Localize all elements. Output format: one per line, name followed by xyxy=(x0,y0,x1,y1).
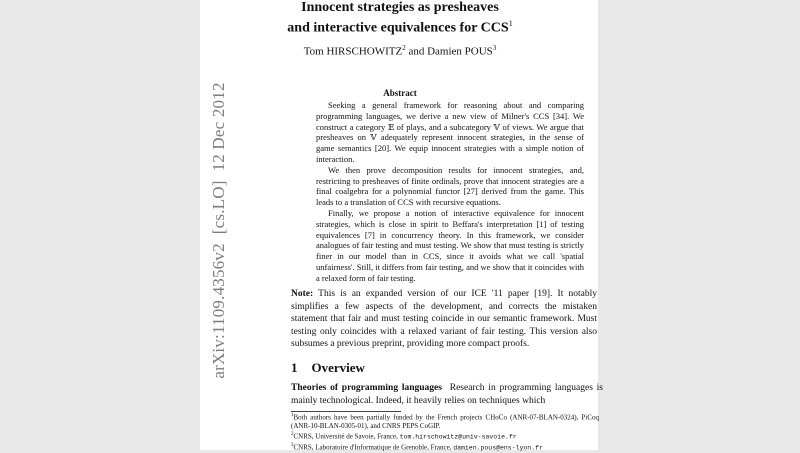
section-title: Overview xyxy=(311,360,365,375)
abstract-paragraph: Finally, we propose a notion of interactive equivalence for innocent strategies, which is close in spirit to Beffara's interpretation [1] of testing equivalences [7] in concurrency theory. In this framework, we consider analogues of fair testing and must testing. We show that must testing is strictly finer in our model than in CCS, since it avoids what we call 'spatial unfairness'. Still, it differs from fair testing, and we show that it coincides with a relaxed form of fair testing. xyxy=(316,207,584,283)
title-footnote-mark: 1 xyxy=(508,19,513,28)
abstract-body xyxy=(316,100,584,284)
footnote-3-email[interactable]: damien.pous@ens-lyon.fr xyxy=(453,444,543,452)
arxiv-sidebar-identifier xyxy=(209,73,229,378)
section-heading xyxy=(291,360,365,376)
arxiv-category: [cs.LO] xyxy=(209,180,228,235)
footnotes xyxy=(291,412,599,453)
footnote-1 xyxy=(291,412,599,431)
footnote-1-mark: 1 xyxy=(291,413,294,418)
author-1-mark: 2 xyxy=(402,44,406,52)
note-label: Note: xyxy=(291,289,314,299)
title-line-1: Innocent strategies as presheaves xyxy=(301,0,499,15)
author-conjunction: and xyxy=(405,45,428,58)
author-line xyxy=(200,44,600,58)
abstract-heading: Abstract xyxy=(383,88,417,98)
author-1: Tom HIRSCHOWITZ xyxy=(303,45,403,58)
author-2-mark: 3 xyxy=(492,44,497,52)
note-text: This is an expanded version of our ICE '11 paper [19]. It notably simplifies a few aspects of the development, and corrects the mistaken statement that fair and must testing coincide in our semantic framework. Must testing only coincides with a relaxed variant of fair testing. This version also subsumes a previous preprint, providing more compact proofs. xyxy=(291,289,597,349)
footnote-2 xyxy=(291,431,599,442)
footnote-2-email[interactable]: tom.hirschowitz@univ-savoie.fr xyxy=(399,433,517,441)
paragraph-text: Research in programming languages is mainly technological. Indeed, it heavily relies on techniques which xyxy=(291,383,604,406)
overview-paragraph xyxy=(291,382,603,407)
arxiv-date: 12 Dec 2012 xyxy=(209,82,228,172)
section-number: 1 xyxy=(291,360,298,375)
paragraph-lead: Theories of programming languages xyxy=(291,383,442,393)
footnote-3-mark: 3 xyxy=(291,443,294,449)
arxiv-id: arXiv:1109.4356v2 xyxy=(209,243,228,379)
title-line-2: and interactive equivalences for CCS$^1$ xyxy=(287,19,513,36)
abstract-paragraph: Seeking a general framework for reasoning about and comparing programming languages, we derive a new view of Milner's CCS [34]. We construct a category 𝔼 of plays, and a subcategory 𝕍 of views. We argue that presheaves on 𝕍 adequately represent innocent strategies, in the sense of game semantics [20]. We equip innocent strategies with a simple notion of interaction. xyxy=(316,100,584,164)
footnote-2-mark: 2 xyxy=(291,431,294,437)
author-2: Damien POUS xyxy=(427,45,493,58)
paper-title xyxy=(200,0,600,37)
abstract-paragraph: We then prove decomposition results for innocent strategies, and, restricting to presheaves of finite ordinals, prove that innocent strategies are a final coalgebra for a polynomial functor [27] derived from the game. This leads to a translation of CCS with recursive equations. xyxy=(316,164,584,208)
footnote-2-text: CNRS, Université de Savoie, France, xyxy=(293,432,400,441)
footnote-1-text: Both authors have been partially funded by the French projects CHoCo (ANR-07-BLAN-0324), PiCoq (ANR-10-BLAN-0305-01), and CNRS PEPS CoGIP. xyxy=(291,413,599,431)
footnote-3-text: CNRS, Laboratoire d'Informatique de Grenoble, France, xyxy=(293,443,454,452)
note-paragraph xyxy=(291,288,597,351)
footnote-3 xyxy=(291,442,599,453)
